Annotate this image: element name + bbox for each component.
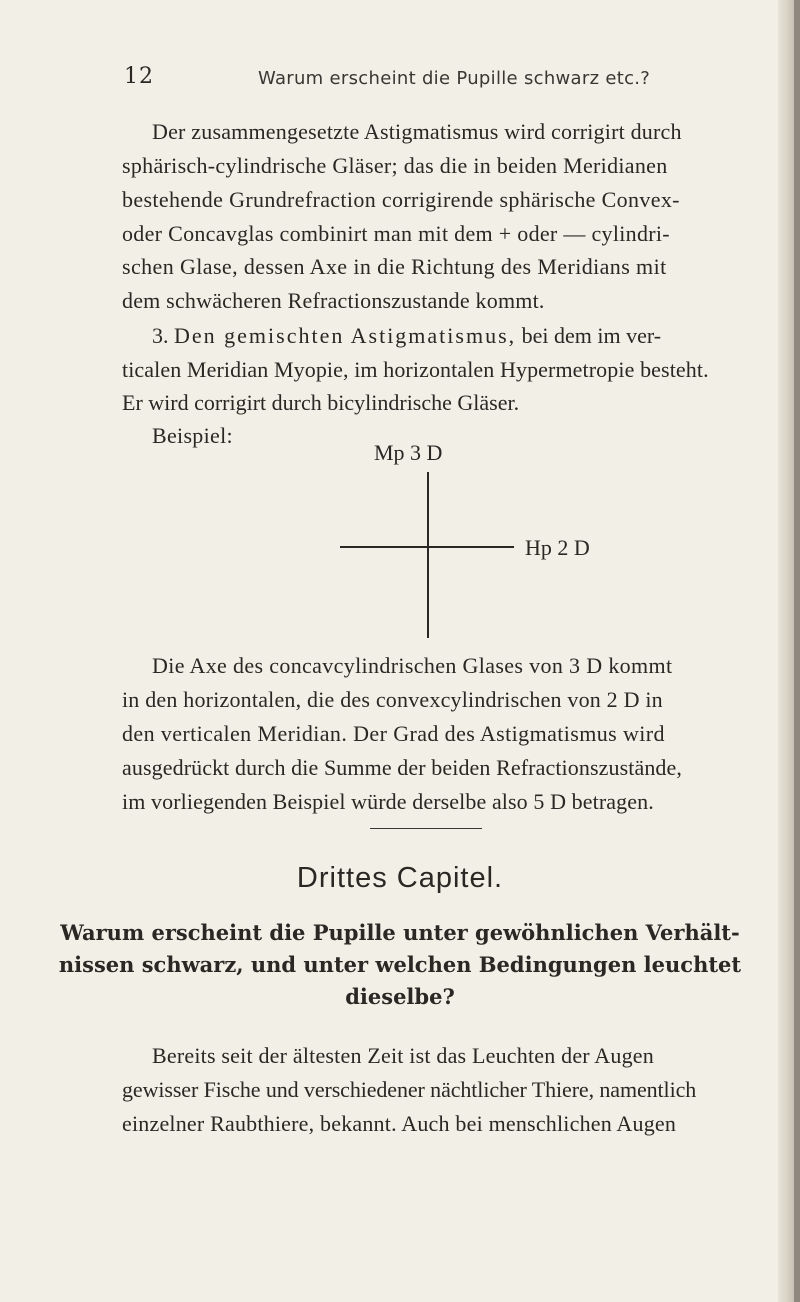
subtitle-line: dieselbe? bbox=[345, 984, 455, 1009]
text-fragment: bei dem im ver- bbox=[521, 323, 662, 348]
vertical-meridian-label: Mp 3 D bbox=[374, 440, 443, 465]
text-line: sphärisch-cylindrische Gläser; das die in beiden Meridianen bbox=[122, 153, 668, 178]
page-header bbox=[0, 64, 800, 100]
text-line: oder Concavglas combinirt man mit dem + oder — cylindri- bbox=[122, 221, 670, 246]
emphasis-term: Den gemischten Astigmatismus, bbox=[174, 323, 517, 348]
example-label: Beispiel: bbox=[152, 423, 233, 448]
text-line: ausgedrückt durch die Summe der beiden Refractionszustände, bbox=[122, 755, 682, 780]
text-line bbox=[152, 320, 661, 352]
page-number: 12 bbox=[124, 64, 154, 89]
text-line: bestehende Grundrefraction corrigirende sphärische Convex- bbox=[122, 187, 680, 212]
section-separator bbox=[370, 828, 482, 829]
text-line: schen Glase, dessen Axe in die Richtung des Meridians mit bbox=[122, 254, 667, 279]
running-head: Warum erscheint die Pupille schwarz etc.? bbox=[258, 68, 651, 89]
horizontal-meridian-label: Hp 2 D bbox=[525, 535, 590, 560]
text-line: Der zusammengesetzte Astigmatismus wird corrigirt durch bbox=[152, 119, 682, 144]
text-line: Er wird corrigirt durch bicylindrische Gläser. bbox=[122, 390, 520, 415]
text-line: gewisser Fische und verschiedener nächtlicher Thiere, namentlich bbox=[122, 1077, 697, 1102]
subtitle-line: nissen schwarz, und unter welchen Bedingungen leuchtet bbox=[58, 952, 742, 977]
cross-diagram bbox=[0, 440, 800, 650]
astigmatism-diagram bbox=[0, 440, 800, 670]
text-line: den verticalen Meridian. Der Grad des Astigmatismus wird bbox=[122, 721, 665, 746]
text-line: Bereits seit der ältesten Zeit ist das Leuchten der Augen bbox=[152, 1043, 654, 1068]
subtitle-line: Warum erscheint die Pupille unter gewöhnlichen Verhält- bbox=[60, 920, 740, 945]
text-line: ticalen Meridian Myopie, im horizontalen Hypermetropie besteht. bbox=[122, 357, 709, 382]
text-line: einzelner Raubthiere, bekannt. Auch bei menschlichen Augen bbox=[122, 1111, 677, 1136]
text-line: in den horizontalen, die des convexcylindrischen von 2 D in bbox=[122, 687, 663, 712]
text-line: im vorliegenden Beispiel würde derselbe also 5 D betragen. bbox=[122, 789, 654, 814]
text-line: Die Axe des concavcylindrischen Glases von 3 D kommt bbox=[152, 653, 673, 678]
chapter-title: Drittes Capitel. bbox=[296, 862, 504, 894]
text-line: dem schwächeren Refractionszustande kommt. bbox=[122, 288, 545, 313]
list-number: 3. bbox=[152, 323, 169, 348]
